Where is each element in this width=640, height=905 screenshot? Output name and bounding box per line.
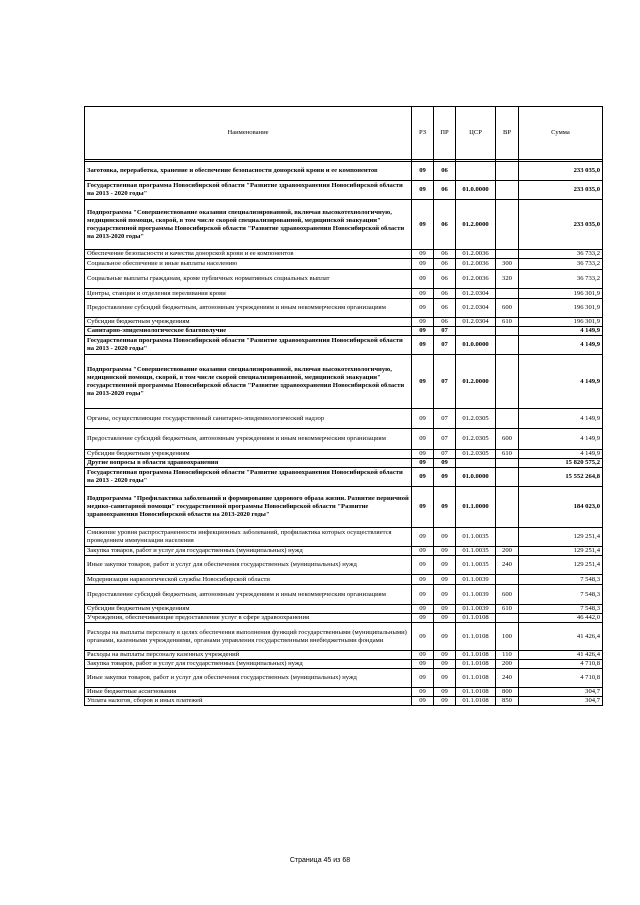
table-row (85, 528, 603, 547)
cell-pr: 06 (434, 270, 456, 289)
cell-pr: 06 (434, 259, 456, 270)
cell-sum: 7 548,3 (519, 575, 603, 585)
cell-csr: 01.2.0304 (456, 289, 496, 299)
cell-vr: 600 (496, 299, 519, 318)
cell-sum: 15 820 575,2 (519, 459, 603, 468)
cell-rz: 09 (412, 623, 434, 651)
cell-pr: 07 (434, 327, 456, 336)
cell-sum: 129 251,4 (519, 547, 603, 556)
table-row (85, 651, 603, 660)
cell-vr: 850 (496, 697, 519, 706)
table-row (85, 409, 603, 429)
cell-rz: 09 (412, 181, 434, 200)
cell-sum: 233 035,0 (519, 162, 603, 181)
table-row (85, 336, 603, 355)
header-rz: РЗ (412, 107, 434, 160)
table-row (85, 355, 603, 409)
table-row (85, 162, 603, 181)
cell-pr: 09 (434, 585, 456, 605)
table-header-row (85, 107, 603, 160)
cell-rz: 09 (412, 327, 434, 336)
cell-rz: 09 (412, 547, 434, 556)
cell-sum: 36 733,2 (519, 259, 603, 270)
cell-csr: 01.2.0304 (456, 299, 496, 318)
cell-name: Субсидии бюджетным учреждениям (85, 605, 412, 614)
cell-csr (456, 162, 496, 181)
cell-rz: 09 (412, 289, 434, 299)
cell-csr: 01.2.0036 (456, 250, 496, 259)
cell-pr: 09 (434, 487, 456, 528)
cell-rz: 09 (412, 250, 434, 259)
cell-sum: 4 149,9 (519, 355, 603, 409)
cell-vr: 100 (496, 623, 519, 651)
cell-pr: 06 (434, 181, 456, 200)
cell-vr (496, 327, 519, 336)
cell-name: Подпрограмма "Совершенствование оказания специализированной, включая высокотехнологичную, медицинской помощи, скорой, в том числе скорой специализированной, медицинской эвакуации" государственной программы Новосибирской области "Развитие здравоохранения Новосибирской области на 2013-2020 годы" (85, 355, 412, 409)
budget-table (84, 106, 603, 706)
cell-csr: 01.0.0000 (456, 181, 496, 200)
table-row (85, 575, 603, 585)
header-pr: ПР (434, 107, 456, 160)
cell-csr (456, 327, 496, 336)
cell-vr: 800 (496, 688, 519, 697)
cell-csr: 01.1.0108 (456, 669, 496, 688)
cell-csr: 01.1.0035 (456, 556, 496, 575)
cell-csr: 01.1.0108 (456, 697, 496, 706)
cell-rz: 09 (412, 270, 434, 289)
cell-rz: 09 (412, 585, 434, 605)
table-row (85, 547, 603, 556)
cell-vr (496, 336, 519, 355)
header-csr: ЦСР (456, 107, 496, 160)
cell-rz: 09 (412, 409, 434, 429)
cell-name: Субсидии бюджетным учреждениям (85, 318, 412, 327)
cell-csr: 01.1.0108 (456, 651, 496, 660)
cell-rz: 09 (412, 468, 434, 487)
cell-csr: 01.2.0305 (456, 450, 496, 459)
cell-pr: 06 (434, 299, 456, 318)
cell-rz: 09 (412, 556, 434, 575)
table-row (85, 327, 603, 336)
cell-name: Центры, станции и отделения переливания крови (85, 289, 412, 299)
cell-pr: 09 (434, 669, 456, 688)
cell-pr: 06 (434, 200, 456, 250)
cell-sum: 41 426,4 (519, 651, 603, 660)
header-name: Наименование (85, 107, 412, 160)
cell-rz: 09 (412, 162, 434, 181)
cell-name: Предоставление субсидий бюджетным, автономным учреждениям и иным некоммерческим организациям (85, 585, 412, 605)
cell-name: Государственная программа Новосибирской области "Развитие здравоохранения Новосибирской области на 2013 - 2020 годы" (85, 468, 412, 487)
cell-vr: 600 (496, 585, 519, 605)
cell-name: Иные бюджетные ассигнования (85, 688, 412, 697)
cell-csr: 01.2.0305 (456, 429, 496, 450)
cell-name: Модернизация наркологической службы Новосибирской области (85, 575, 412, 585)
cell-pr: 09 (434, 623, 456, 651)
cell-vr: 610 (496, 450, 519, 459)
table-row (85, 318, 603, 327)
cell-csr: 01.1.0108 (456, 688, 496, 697)
cell-vr: 600 (496, 429, 519, 450)
cell-name: Уплата налогов, сборов и иных платежей (85, 697, 412, 706)
cell-vr (496, 459, 519, 468)
cell-vr (496, 181, 519, 200)
cell-vr (496, 200, 519, 250)
cell-pr: 07 (434, 409, 456, 429)
cell-csr: 01.2.0036 (456, 259, 496, 270)
header-vr: ВР (496, 107, 519, 160)
table-row (85, 429, 603, 450)
table-row (85, 487, 603, 528)
cell-pr: 09 (434, 459, 456, 468)
cell-sum: 196 301,9 (519, 299, 603, 318)
cell-sum: 4 149,9 (519, 327, 603, 336)
cell-pr: 07 (434, 429, 456, 450)
cell-rz: 09 (412, 355, 434, 409)
cell-rz: 09 (412, 259, 434, 270)
cell-name: Органы, осуществляющие государственный санитарно-эпидемиологический надзор (85, 409, 412, 429)
cell-rz: 09 (412, 318, 434, 327)
cell-vr: 240 (496, 556, 519, 575)
cell-sum: 41 426,4 (519, 623, 603, 651)
cell-name: Учреждения, обеспечивающие предоставление услуг в сфере здравоохранения (85, 614, 412, 623)
cell-vr: 300 (496, 259, 519, 270)
cell-pr: 09 (434, 575, 456, 585)
cell-rz: 09 (412, 336, 434, 355)
cell-vr (496, 575, 519, 585)
cell-pr: 09 (434, 605, 456, 614)
cell-pr: 09 (434, 528, 456, 547)
cell-name: Субсидии бюджетным учреждениям (85, 450, 412, 459)
cell-sum: 7 548,3 (519, 605, 603, 614)
cell-sum: 196 301,9 (519, 289, 603, 299)
cell-sum: 7 548,3 (519, 585, 603, 605)
cell-sum: 304,7 (519, 697, 603, 706)
cell-vr (496, 487, 519, 528)
cell-pr: 09 (434, 688, 456, 697)
cell-name: Предоставление субсидий бюджетным, автономным учреждениям и иным некоммерческим организациям (85, 299, 412, 318)
cell-vr (496, 409, 519, 429)
cell-pr: 06 (434, 318, 456, 327)
cell-sum: 184 023,0 (519, 487, 603, 528)
cell-vr (496, 528, 519, 547)
table-row (85, 669, 603, 688)
cell-rz: 09 (412, 669, 434, 688)
cell-csr: 01.2.0036 (456, 270, 496, 289)
cell-csr (456, 459, 496, 468)
cell-sum: 4 149,9 (519, 450, 603, 459)
cell-sum: 304,7 (519, 688, 603, 697)
table-row (85, 270, 603, 289)
cell-name: Расходы на выплаты персоналу казенных учреждений (85, 651, 412, 660)
table-row (85, 181, 603, 200)
cell-rz: 09 (412, 575, 434, 585)
header-sum: Сумма (519, 107, 603, 160)
cell-csr: 01.2.0305 (456, 409, 496, 429)
cell-rz: 09 (412, 605, 434, 614)
table-row (85, 299, 603, 318)
cell-pr: 09 (434, 556, 456, 575)
cell-pr: 06 (434, 250, 456, 259)
cell-pr: 06 (434, 289, 456, 299)
cell-vr (496, 355, 519, 409)
cell-vr: 240 (496, 669, 519, 688)
cell-pr: 07 (434, 450, 456, 459)
table-row (85, 468, 603, 487)
cell-name: Закупка товаров, работ и услуг для государственных (муниципальных) нужд (85, 660, 412, 669)
table-row (85, 585, 603, 605)
cell-vr: 200 (496, 660, 519, 669)
cell-pr: 09 (434, 660, 456, 669)
cell-rz: 09 (412, 660, 434, 669)
cell-name: Обеспечение безопасности и качества донорской крови и ее компонентов (85, 250, 412, 259)
cell-rz: 09 (412, 528, 434, 547)
cell-csr: 01.2.0000 (456, 355, 496, 409)
cell-sum: 4 710,8 (519, 669, 603, 688)
cell-rz: 09 (412, 697, 434, 706)
cell-rz: 09 (412, 614, 434, 623)
table-row (85, 450, 603, 459)
cell-name: Другие вопросы в области здравоохранения (85, 459, 412, 468)
cell-sum: 129 251,4 (519, 528, 603, 547)
table-row (85, 660, 603, 669)
cell-sum: 233 035,0 (519, 200, 603, 250)
cell-pr: 06 (434, 162, 456, 181)
cell-rz: 09 (412, 429, 434, 450)
cell-name: Заготовка, переработка, хранение и обеспечение безопасности донорской крови и ее компонентов (85, 162, 412, 181)
table-row (85, 688, 603, 697)
table-row (85, 459, 603, 468)
cell-csr: 01.0.0000 (456, 336, 496, 355)
cell-sum: 4 710,8 (519, 660, 603, 669)
cell-name: Иные закупки товаров, работ и услуг для обеспечения государственных (муниципальных) нужд (85, 669, 412, 688)
cell-sum: 233 035,0 (519, 181, 603, 200)
cell-rz: 09 (412, 487, 434, 528)
cell-name: Снижение уровня распространенности инфекционных заболеваний, профилактика которых осуществляется проведением иммунизации населения (85, 528, 412, 547)
cell-csr: 01.1.0039 (456, 575, 496, 585)
cell-name: Санитарно-эпидемиологическое благополучие (85, 327, 412, 336)
cell-rz: 09 (412, 688, 434, 697)
table-row (85, 623, 603, 651)
cell-vr: 610 (496, 318, 519, 327)
cell-vr: 110 (496, 651, 519, 660)
cell-sum: 15 552 264,8 (519, 468, 603, 487)
table-row (85, 697, 603, 706)
cell-csr: 01.1.0108 (456, 660, 496, 669)
cell-rz: 09 (412, 200, 434, 250)
cell-name: Иные закупки товаров, работ и услуг для обеспечения государственных (муниципальных) нужд (85, 556, 412, 575)
cell-vr: 200 (496, 547, 519, 556)
page-footer: Страница 45 из 68 (289, 857, 351, 864)
cell-pr: 09 (434, 468, 456, 487)
cell-pr: 09 (434, 651, 456, 660)
cell-name: Подпрограмма "Совершенствование оказания специализированной, включая высокотехнологичную, медицинской помощи, скорой, в том числе скорой специализированной, медицинской эвакуации" государственной программы Новосибирской области "Развитие здравоохранения Новосибирской области на 2013-2020 годы" (85, 200, 412, 250)
cell-sum: 36 733,2 (519, 250, 603, 259)
cell-name: Социальные выплаты гражданам, кроме публичных нормативных социальных выплат (85, 270, 412, 289)
cell-vr (496, 289, 519, 299)
cell-name: Расходы на выплаты персоналу в целях обеспечения выполнения функций государственными (муниципальными) органами, казенными учреждениями, органами управления государственными внебюджетными фондами (85, 623, 412, 651)
cell-pr: 09 (434, 547, 456, 556)
cell-rz: 09 (412, 450, 434, 459)
table-row (85, 250, 603, 259)
cell-rz: 09 (412, 299, 434, 318)
cell-name: Предоставление субсидий бюджетным, автономным учреждениям и иным некоммерческим организациям (85, 429, 412, 450)
cell-sum: 36 733,2 (519, 270, 603, 289)
cell-sum: 4 149,9 (519, 409, 603, 429)
table-row (85, 289, 603, 299)
cell-vr (496, 162, 519, 181)
table-row (85, 614, 603, 623)
cell-vr (496, 468, 519, 487)
cell-csr: 01.1.0039 (456, 605, 496, 614)
cell-vr (496, 614, 519, 623)
cell-sum: 4 149,9 (519, 429, 603, 450)
cell-csr: 01.2.0304 (456, 318, 496, 327)
cell-sum: 4 149,9 (519, 336, 603, 355)
cell-pr: 09 (434, 697, 456, 706)
cell-pr: 07 (434, 336, 456, 355)
cell-name: Государственная программа Новосибирской области "Развитие здравоохранения Новосибирской области на 2013 - 2020 годы" (85, 181, 412, 200)
cell-name: Социальное обеспечение и иные выплаты населению (85, 259, 412, 270)
cell-csr: 01.2.0000 (456, 200, 496, 250)
table-row (85, 556, 603, 575)
cell-sum: 196 301,9 (519, 318, 603, 327)
cell-csr: 01.1.0035 (456, 547, 496, 556)
cell-pr: 07 (434, 355, 456, 409)
cell-csr: 01.1.0000 (456, 487, 496, 528)
cell-csr: 01.1.0035 (456, 528, 496, 547)
cell-csr: 01.0.0000 (456, 468, 496, 487)
cell-name: Подпрограмма "Профилактика заболеваний и формирование здорового образа жизни. Развитие первичной медико-санитарной помощи" государственной программы Новосибирской области "Развитие здравоохранения Новосибирской области на 2013-2020 годы" (85, 487, 412, 528)
cell-csr: 01.1.0108 (456, 623, 496, 651)
cell-vr: 610 (496, 605, 519, 614)
table-row (85, 200, 603, 250)
table-row (85, 259, 603, 270)
cell-vr: 320 (496, 270, 519, 289)
cell-pr: 09 (434, 614, 456, 623)
cell-sum: 129 251,4 (519, 556, 603, 575)
cell-rz: 09 (412, 651, 434, 660)
cell-name: Закупка товаров, работ и услуг для государственных (муниципальных) нужд (85, 547, 412, 556)
cell-vr (496, 250, 519, 259)
table-row (85, 605, 603, 614)
cell-csr: 01.1.0039 (456, 585, 496, 605)
cell-csr: 01.1.0108 (456, 614, 496, 623)
cell-rz: 09 (412, 459, 434, 468)
cell-sum: 46 442,0 (519, 614, 603, 623)
cell-name: Государственная программа Новосибирской области "Развитие здравоохранения Новосибирской области на 2013 - 2020 годы" (85, 336, 412, 355)
